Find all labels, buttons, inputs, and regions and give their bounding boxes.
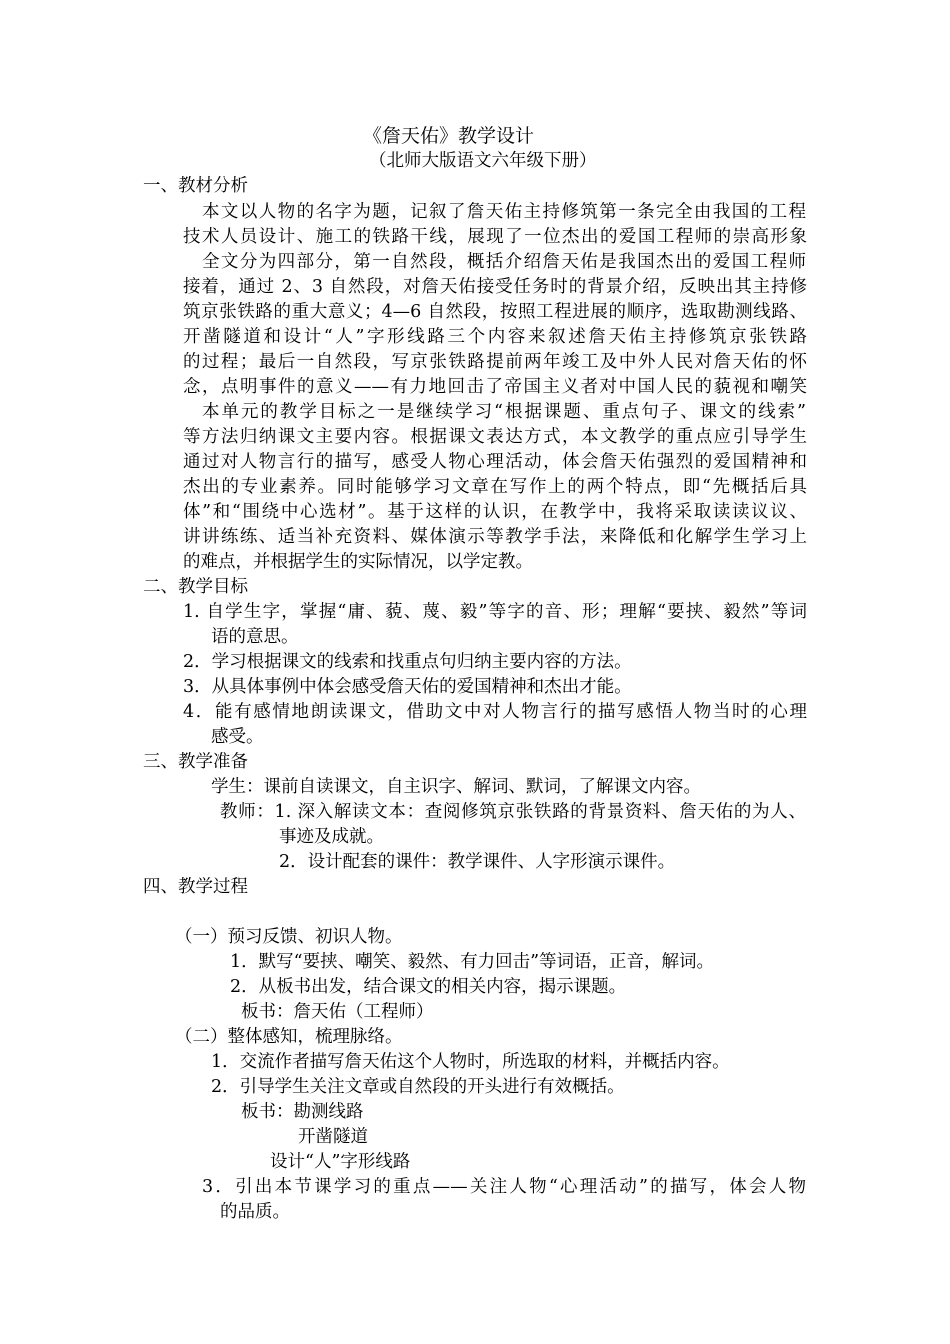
blackboard-note: 开凿隧道 (298, 1127, 368, 1147)
objective-item: 3．从具体事例中体会感受詹天佑的爱国精神和杰出才能。 (183, 677, 632, 697)
objective-item: 1. 自学生字，掌握“庸、藐、蔑、毅”等字的音、形；理解“要挟、毅然”等词 (183, 602, 807, 622)
objective-item-continuation: 语的意思。 (211, 627, 299, 647)
paragraph-line: 接着，通过 2、3 自然段，对詹天佑接受任务时的背景介绍，反映出其主持修 (183, 277, 807, 297)
paragraph-line: 讲讲练练、适当补充资料、媒体演示等教学手法，来降低和化解学生学习上 (183, 527, 807, 547)
process-step: 1．交流作者描写詹天佑这个人物时，所选取的材料，并概括内容。 (211, 1052, 730, 1072)
blackboard-note: 设计“人”字形线路 (270, 1152, 411, 1172)
process-step: 2．引导学生关注文章或自然段的开头进行有效概括。 (211, 1077, 625, 1097)
process-step: 1．默写“要挟、嘲笑、毅然、有力回击”等词语，正音，解词。 (230, 952, 715, 972)
preparation-teacher-continuation: 事迹及成就。 (279, 827, 384, 847)
paragraph-line: 杰出的专业素养。同时能够学习文章在写作上的两个特点，即“先概括后具 (183, 477, 807, 497)
preparation-teacher: 教师：1. 深入解读文本：查阅修筑京张铁路的背景资料、詹天佑的为人、 (220, 802, 806, 822)
paragraph-line: 体”和“围绕中心选材”。基于这样的认识，在教学中，我将采取读读议议、 (183, 502, 807, 522)
process-step-continuation: 的品质。 (220, 1202, 290, 1222)
paragraph-line: 本单元的教学目标之一是继续学习“根据课题、重点句子、课文的线索” (202, 402, 806, 422)
paragraph-line: 筑京张铁路的重大意义；4—6 自然段，按照工程进展的顺序，选取勘测线路、 (183, 302, 807, 322)
process-part-heading: （一）预习反馈、初识人物。 (175, 927, 403, 947)
paragraph-line: 本文以人物的名字为题，记叙了詹天佑主持修筑第一条完全由我国的工程 (202, 202, 806, 222)
blackboard-note: 板书：勘测线路 (241, 1102, 364, 1122)
objective-item: 2．学习根据课文的线索和找重点句归纳主要内容的方法。 (183, 652, 632, 672)
paragraph-line: 通过对人物言行的描写，感受人物心理活动，体会詹天佑强烈的爱国精神和 (183, 452, 807, 472)
section-heading-process: 四、教学过程 (143, 877, 248, 897)
section-heading-objectives: 二、教学目标 (143, 577, 248, 597)
paragraph-line: 技术人员设计、施工的铁路干线，展现了一位杰出的爱国工程师的崇高形象 (183, 227, 807, 247)
objective-item-continuation: 感受。 (211, 727, 264, 747)
paragraph-line: 的难点，并根据学生的实际情况，以学定教。 (183, 552, 533, 572)
objective-item: 4．能有感情地朗读课文，借助文中对人物言行的描写感悟人物当时的心理 (183, 702, 807, 722)
document-subtitle: （北师大版语文六年级下册） (369, 151, 597, 171)
paragraph-line: 全文分为四部分，第一自然段，概括介绍詹天佑是我国杰出的爱国工程师 (202, 252, 806, 272)
process-part-heading: （二）整体感知，梳理脉络。 (175, 1027, 403, 1047)
paragraph-line: 念，点明事件的意义——有力地回击了帝国主义者对中国人民的藐视和嘲笑 (183, 377, 807, 397)
section-heading-analysis: 一、教材分析 (143, 176, 248, 196)
paragraph-line: 开凿隧道和设计“人”字形线路三个内容来叙述詹天佑主持修筑京张铁路 (183, 327, 807, 347)
section-heading-preparation: 三、教学准备 (143, 752, 248, 772)
blackboard-note: 板书：詹天佑（工程师） (241, 1002, 434, 1022)
paragraph-line: 等方法归纳课文主要内容。根据课文表达方式，本文教学的重点应引导学生 (183, 427, 807, 447)
preparation-student: 学生：课前自读课文，自主识字、解词、默词，了解课文内容。 (211, 777, 701, 797)
document-title: 《詹天佑》教学设计 (363, 125, 535, 147)
process-step: 2．从板书出发，结合课文的相关内容，揭示课题。 (230, 977, 627, 997)
process-step: 3．引出本节课学习的重点——关注人物“心理活动”的描写，体会人物 (202, 1177, 806, 1197)
preparation-teacher-item: 2．设计配套的课件：教学课件、人字形演示课件。 (279, 852, 676, 872)
paragraph-line: 的过程；最后一自然段，写京张铁路提前两年竣工及中外人民对詹天佑的怀 (183, 352, 807, 372)
